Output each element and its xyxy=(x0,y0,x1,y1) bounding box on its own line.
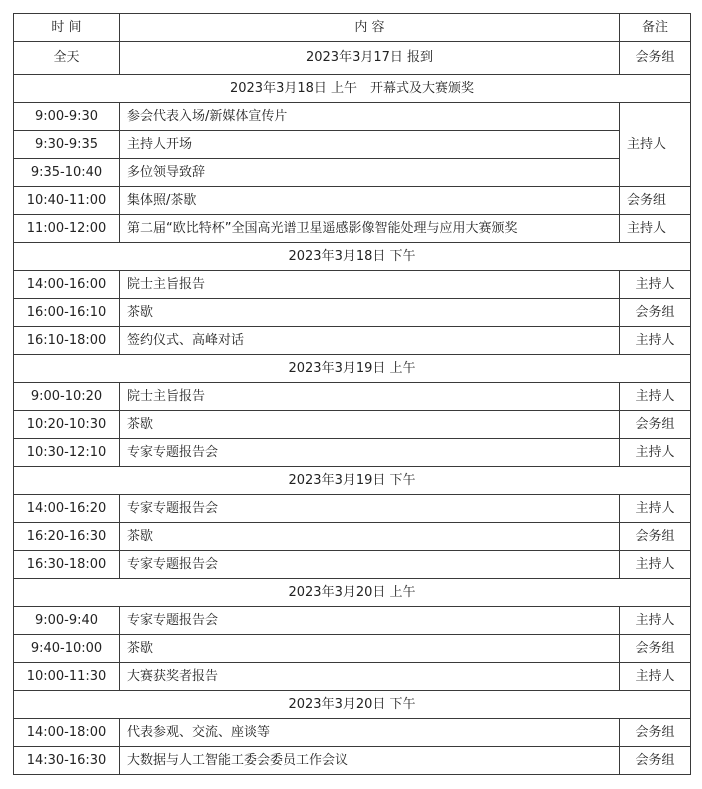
section-header xyxy=(14,467,691,495)
section-title: 2023年3月18日 下午 xyxy=(14,243,691,271)
row-time: 14:30-16:30 xyxy=(14,747,120,775)
row-note: 会务组 xyxy=(620,42,691,75)
row-content: 代表参观、交流、座谈等 xyxy=(120,719,620,747)
table-row xyxy=(14,411,691,439)
row-time: 9:40-10:00 xyxy=(14,635,120,663)
row-time: 10:20-10:30 xyxy=(14,411,120,439)
row-time: 10:40-11:00 xyxy=(14,187,120,215)
section-title: 2023年3月20日 下午 xyxy=(14,691,691,719)
row-note: 主持人 xyxy=(620,551,691,579)
row-content: 茶歇 xyxy=(120,523,620,551)
row-time: 9:30-9:35 xyxy=(14,131,120,159)
table-row xyxy=(14,215,691,243)
section-title: 2023年3月19日 上午 xyxy=(14,355,691,383)
header-content: 内 容 xyxy=(120,14,620,42)
row-content: 集体照/茶歇 xyxy=(120,187,620,215)
table-row xyxy=(14,607,691,635)
row-content: 主持人开场 xyxy=(120,131,620,159)
row-note: 主持人 xyxy=(620,327,691,355)
row-time: 16:10-18:00 xyxy=(14,327,120,355)
row-time: 11:00-12:00 xyxy=(14,215,120,243)
row-time: 16:00-16:10 xyxy=(14,299,120,327)
row-content: 院士主旨报告 xyxy=(120,271,620,299)
row-note: 主持人 xyxy=(620,383,691,411)
section-title: 2023年3月18日 上午 开幕式及大赛颁奖 xyxy=(14,75,691,103)
row-content: 2023年3月17日 报到 xyxy=(120,42,620,75)
table-row xyxy=(14,495,691,523)
row-time: 16:30-18:00 xyxy=(14,551,120,579)
row-note: 主持人 xyxy=(620,607,691,635)
row-note: 会务组 xyxy=(620,747,691,775)
table-row xyxy=(14,383,691,411)
table-row xyxy=(14,131,691,159)
row-note: 主持人 xyxy=(620,495,691,523)
row-content: 茶歇 xyxy=(120,635,620,663)
table-row xyxy=(14,271,691,299)
row-note: 会务组 xyxy=(620,523,691,551)
table-row xyxy=(14,299,691,327)
row-time: 9:00-9:30 xyxy=(14,103,120,131)
row-time: 全天 xyxy=(14,42,120,75)
row-content: 专家专题报告会 xyxy=(120,607,620,635)
row-note: 会务组 xyxy=(620,635,691,663)
row-note: 会务组 xyxy=(620,719,691,747)
row-time: 10:30-12:10 xyxy=(14,439,120,467)
row-content: 参会代表入场/新媒体宣传片 xyxy=(120,103,620,131)
row-content: 第二届“欧比特杯”全国高光谱卫星遥感影像智能处理与应用大赛颁奖 xyxy=(120,215,620,243)
row-note: 会务组 xyxy=(620,411,691,439)
table-row xyxy=(14,635,691,663)
row-time: 9:00-9:40 xyxy=(14,607,120,635)
row-time: 9:35-10:40 xyxy=(14,159,120,187)
section-title: 2023年3月19日 下午 xyxy=(14,467,691,495)
section-title: 2023年3月20日 上午 xyxy=(14,579,691,607)
row-time: 14:00-18:00 xyxy=(14,719,120,747)
header-time: 时 间 xyxy=(14,14,120,42)
row-note: 主持人 xyxy=(620,215,691,243)
table-row xyxy=(14,439,691,467)
row-content: 多位领导致辞 xyxy=(120,159,620,187)
row-note: 会务组 xyxy=(620,299,691,327)
row-time: 16:20-16:30 xyxy=(14,523,120,551)
table-row xyxy=(14,523,691,551)
section-header xyxy=(14,579,691,607)
section-header xyxy=(14,75,691,103)
row-content: 院士主旨报告 xyxy=(120,383,620,411)
row-note: 主持人 xyxy=(620,663,691,691)
table-row xyxy=(14,719,691,747)
schedule-container xyxy=(13,13,691,775)
table-row xyxy=(14,663,691,691)
table-row xyxy=(14,187,691,215)
row-note-merged: 主持人 xyxy=(620,103,691,187)
schedule-table xyxy=(13,13,691,775)
table-row xyxy=(14,327,691,355)
row-note: 主持人 xyxy=(620,271,691,299)
row-content: 签约仪式、高峰对话 xyxy=(120,327,620,355)
table-row xyxy=(14,42,691,75)
table-row xyxy=(14,103,691,131)
row-content: 专家专题报告会 xyxy=(120,551,620,579)
row-content: 茶歇 xyxy=(120,411,620,439)
row-note: 会务组 xyxy=(620,187,691,215)
row-time: 9:00-10:20 xyxy=(14,383,120,411)
row-time: 10:00-11:30 xyxy=(14,663,120,691)
row-content: 茶歇 xyxy=(120,299,620,327)
table-row xyxy=(14,159,691,187)
row-time: 14:00-16:00 xyxy=(14,271,120,299)
row-time: 14:00-16:20 xyxy=(14,495,120,523)
header-row xyxy=(14,14,691,42)
section-header xyxy=(14,691,691,719)
table-row xyxy=(14,551,691,579)
row-content: 专家专题报告会 xyxy=(120,439,620,467)
section-header xyxy=(14,355,691,383)
row-note: 主持人 xyxy=(620,439,691,467)
header-note: 备注 xyxy=(620,14,691,42)
row-content: 专家专题报告会 xyxy=(120,495,620,523)
row-content: 大数据与人工智能工委会委员工作会议 xyxy=(120,747,620,775)
table-row xyxy=(14,747,691,775)
row-content: 大赛获奖者报告 xyxy=(120,663,620,691)
section-header xyxy=(14,243,691,271)
